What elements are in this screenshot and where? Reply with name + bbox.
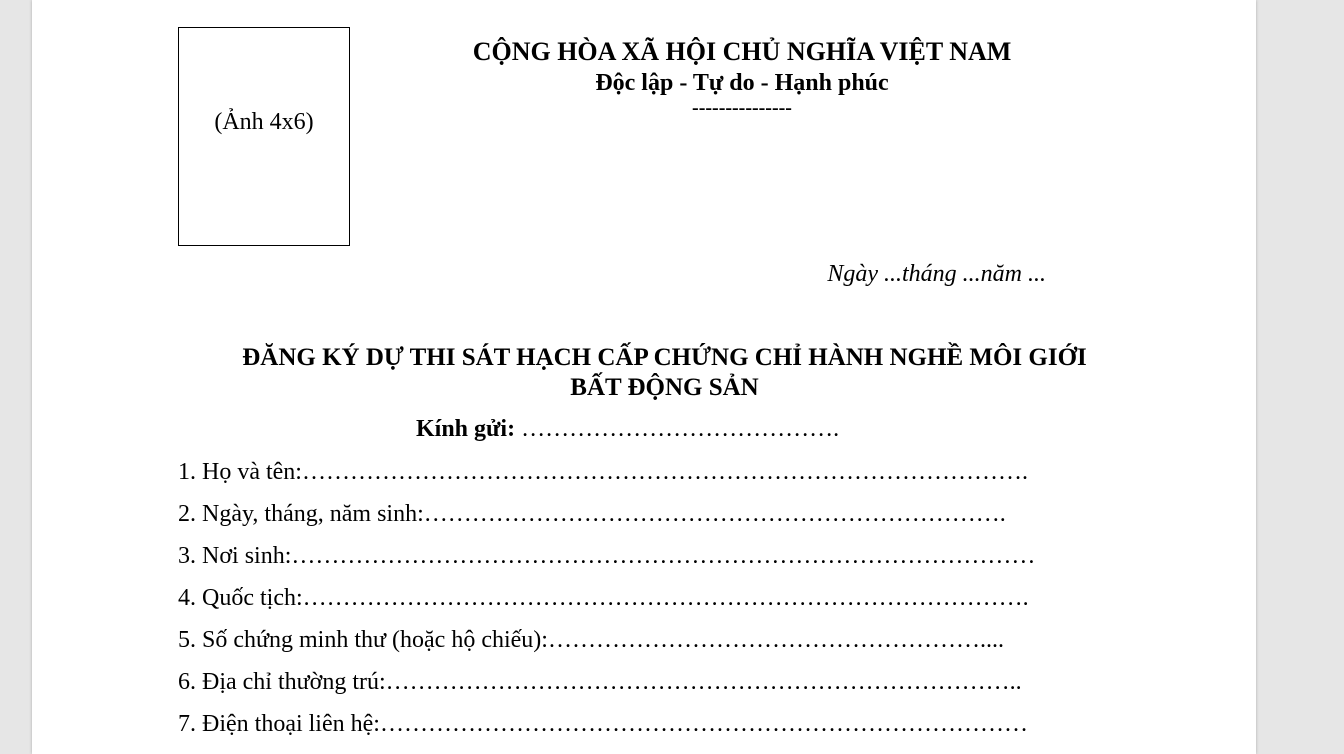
national-header <box>472 36 1012 118</box>
header-rule: --------------- <box>692 97 792 119</box>
national-motto: Độc lập - Tự do - Hạnh phúc <box>595 70 889 96</box>
recipient-line <box>416 416 839 443</box>
field-phone: 7. Điện thoại liên hệ:……………………………………………………………………… <box>178 711 1028 737</box>
document-page <box>32 0 1256 754</box>
field-place-of-birth: 3. Nơi sinh:………………………………………………………………………………… <box>178 543 1036 569</box>
form-title <box>152 343 1177 403</box>
nation-name: CỘNG HÒA XÃ HỘI CHỦ NGHĨA VIỆT NAM <box>472 37 1012 66</box>
photo-placeholder-label: (Ảnh 4x6) <box>214 109 314 135</box>
field-id-number: 5. Số chứng minh thư (hoặc hộ chiếu):……………………………………………….... <box>178 627 1004 653</box>
field-full-name: 1. Họ và tên:………………………………………………………………………………. <box>178 459 1028 485</box>
field-nationality: 4. Quốc tịch:………………………………………………………………………………. <box>178 585 1029 611</box>
recipient-label: Kính gửi: <box>416 416 516 442</box>
field-date-of-birth: 2. Ngày, tháng, năm sinh:………………………………………………………………. <box>178 501 1006 527</box>
recipient-blank: …………………………………. <box>515 416 840 442</box>
field-permanent-address: 6. Địa chỉ thường trú:…………………………………………………………………….. <box>178 669 1022 695</box>
form-title-line-2: BẤT ĐỘNG SẢN <box>570 374 759 401</box>
photo-placeholder-box <box>178 27 350 246</box>
form-title-line-1: ĐĂNG KÝ DỰ THI SÁT HẠCH CẤP CHỨNG CHỈ HÀNH NGHỀ MÔI GIỚI <box>242 344 1087 371</box>
date-line: Ngày ...tháng ...năm ... <box>827 261 1046 287</box>
